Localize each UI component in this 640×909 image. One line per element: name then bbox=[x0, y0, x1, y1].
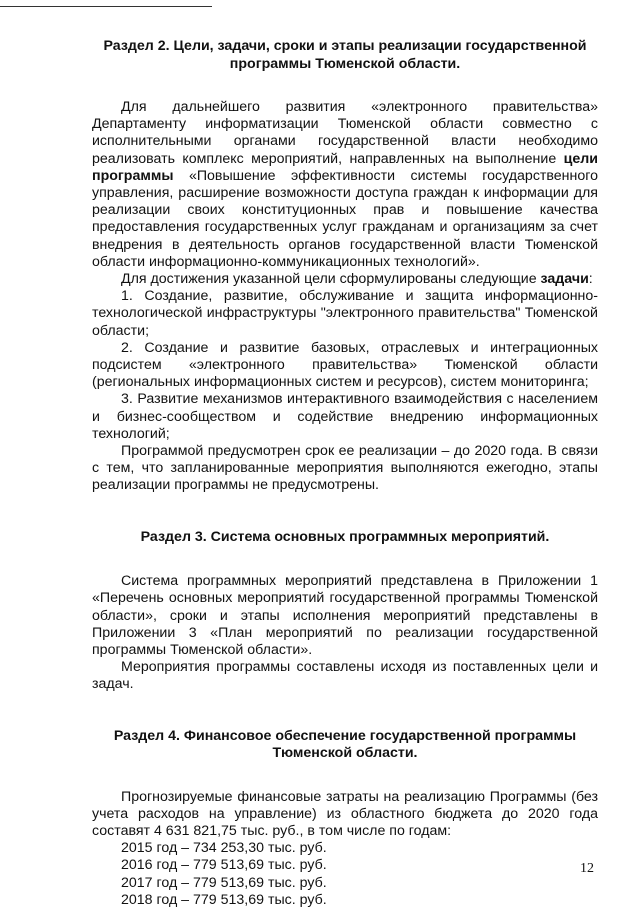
text: : bbox=[588, 271, 593, 288]
section-2-body bbox=[92, 99, 598, 495]
text: Для дальнейшего развития «электронного правительства» Департаменту информатизации Тюменской области совместно с исполнительными органами государственной власти необходимо реализовать комплекс мероприятий, направленных на выполнение bbox=[92, 99, 598, 167]
section-4-body bbox=[92, 789, 598, 909]
task-item: 2. Создание и развитие базовых, отраслевых и интеграционных подсистем «электронного правительства» Тюменской области (региональных информационных систем и ресурсов), систем мониторинга; bbox=[92, 339, 598, 391]
task-item: 3. Развитие механизмов интерактивного взаимодействия с населением и бизнес-сообществом и содействие внедрению информационных технологий; bbox=[92, 391, 598, 442]
section-2-title: Раздел 2. Цели, задачи, сроки и этапы реализации государственной программы Тюменской области. bbox=[103, 38, 587, 72]
paragraph bbox=[92, 271, 598, 288]
paragraph: Мероприятия программы составлены исходя из поставленных цели и задач. bbox=[92, 659, 598, 693]
text: Для достижения указанной цели сформулированы следующие bbox=[121, 271, 541, 288]
paragraph: Система программных мероприятий представлена в Приложении 1 «Перечень основных мероприятий государственной программы Тюменской области», сроки и этапы исполнения мероприятий представлены в Приложении 3 «План мероприятий по реализации государственной программы Тюменской области». bbox=[92, 573, 598, 658]
bold-term: цели программы bbox=[92, 150, 598, 184]
task-item: 1. Создание, развитие, обслуживание и защита информационно-технологической инфраструктуры "электронного правительства" Тюменской области; bbox=[92, 288, 598, 339]
year-budget-line: 2016 год – 779 513,69 тыс. руб. bbox=[121, 857, 327, 874]
section-4-title: Раздел 4. Финансовое обеспечение государственной программы Тюменской области. bbox=[113, 727, 577, 762]
paragraph bbox=[92, 99, 598, 271]
document-page bbox=[92, 38, 598, 909]
section-3-title: Раздел 3. Система основных программных мероприятий. bbox=[140, 528, 550, 545]
section-3-body bbox=[92, 573, 598, 693]
text: «Повышение эффективности системы государственного управления, расширение возможности доступа граждан к информации для реализации своих конституционных прав и повышение качества предоставления государственных услуг гражданам и организациям за счет внедрения в деятельность органов государственной власти Тюменской области информационно-коммуникационных технологий». bbox=[92, 167, 598, 270]
year-budget-line: 2015 год – 734 253,30 тыс. руб. bbox=[121, 840, 327, 857]
year-budget-line: 2017 год – 779 513,69 тыс. руб. bbox=[121, 874, 327, 891]
paragraph: Программой предусмотрен срок ее реализации – до 2020 года. В связи с тем, что запланированные мероприятия выполняются ежегодно, этапы реализации программы не предусмотрены. bbox=[92, 443, 598, 494]
scan-top-rule bbox=[0, 6, 212, 7]
year-budget-line: 2018 год – 779 513,69 тыс. руб. bbox=[121, 891, 327, 908]
page-number: 12 bbox=[580, 861, 594, 876]
paragraph: Прогнозируемые финансовые затраты на реализацию Программы (без учета расходов на управление) из областного бюджета до 2020 года составят 4 631 821,75 тыс. руб., в том числе по годам: bbox=[92, 788, 598, 839]
bold-term: задачи bbox=[540, 271, 589, 288]
